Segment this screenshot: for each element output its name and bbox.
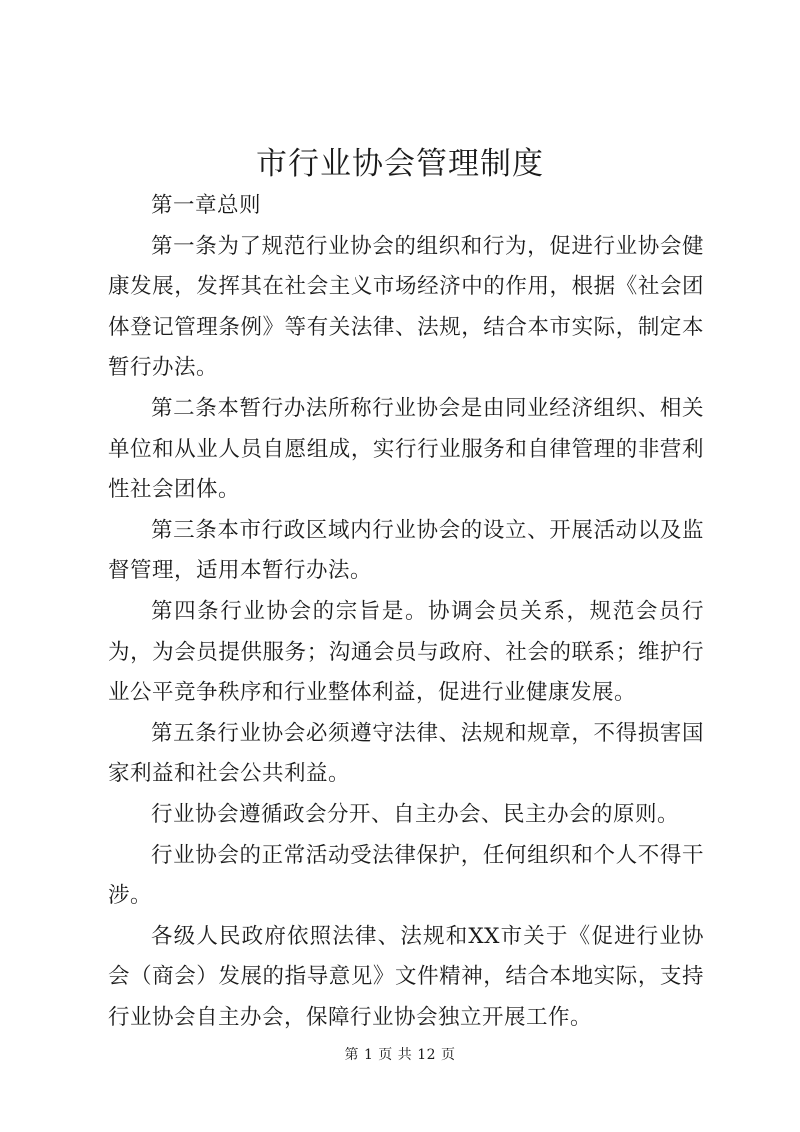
document-title: 市行业协会管理制度 xyxy=(256,146,544,182)
page-number-footer: 第 1 页 共 12 页 xyxy=(344,1047,456,1063)
paragraph-article-2: 第二条本暂行办法所称行业协会是由同业经济组织、相关单位和从业人员自愿组成，实行行业服务和自律管理的非营利性社会团体。 xyxy=(108,395,704,503)
paragraph-article-1: 第一条为了规范行业协会的组织和行为，促进行业协会健康发展，发挥其在社会主义市场经济中的作用，根据《社会团体登记管理条例》等有关法律、法规，结合本市实际，制定本暂行办法。 xyxy=(108,233,704,381)
paragraph-principle: 行业协会遵循政会分开、自主办会、民主办会的原则。 xyxy=(151,801,680,827)
paragraph-article-3: 第三条本市行政区域内行业协会的设立、开展活动以及监督管理，适用本暂行办法。 xyxy=(108,517,704,584)
paragraph-article-5: 第五条行业协会必须遵守法律、法规和规章，不得损害国家利益和社会公共利益。 xyxy=(108,720,704,787)
paragraph-chapter-heading: 第一章总则 xyxy=(151,193,262,218)
document-body xyxy=(108,186,704,1038)
paragraph-legal-protection: 行业协会的正常活动受法律保护，任何组织和个人不得干涉。 xyxy=(108,842,704,909)
paragraph-government-support: 各级人民政府依照法律、法规和XX市关于《促进行业协会（商会）发展的指导意见》文件精神，结合本地实际，支持行业协会自主办会，保障行业协会独立开展工作。 xyxy=(108,923,704,1030)
paragraph-article-4: 第四条行业协会的宗旨是。协调会员关系，规范会员行为，为会员提供服务；沟通会员与政府、社会的联系；维护行业公平竞争秩序和行业整体利益，促进行业健康发展。 xyxy=(108,598,704,706)
